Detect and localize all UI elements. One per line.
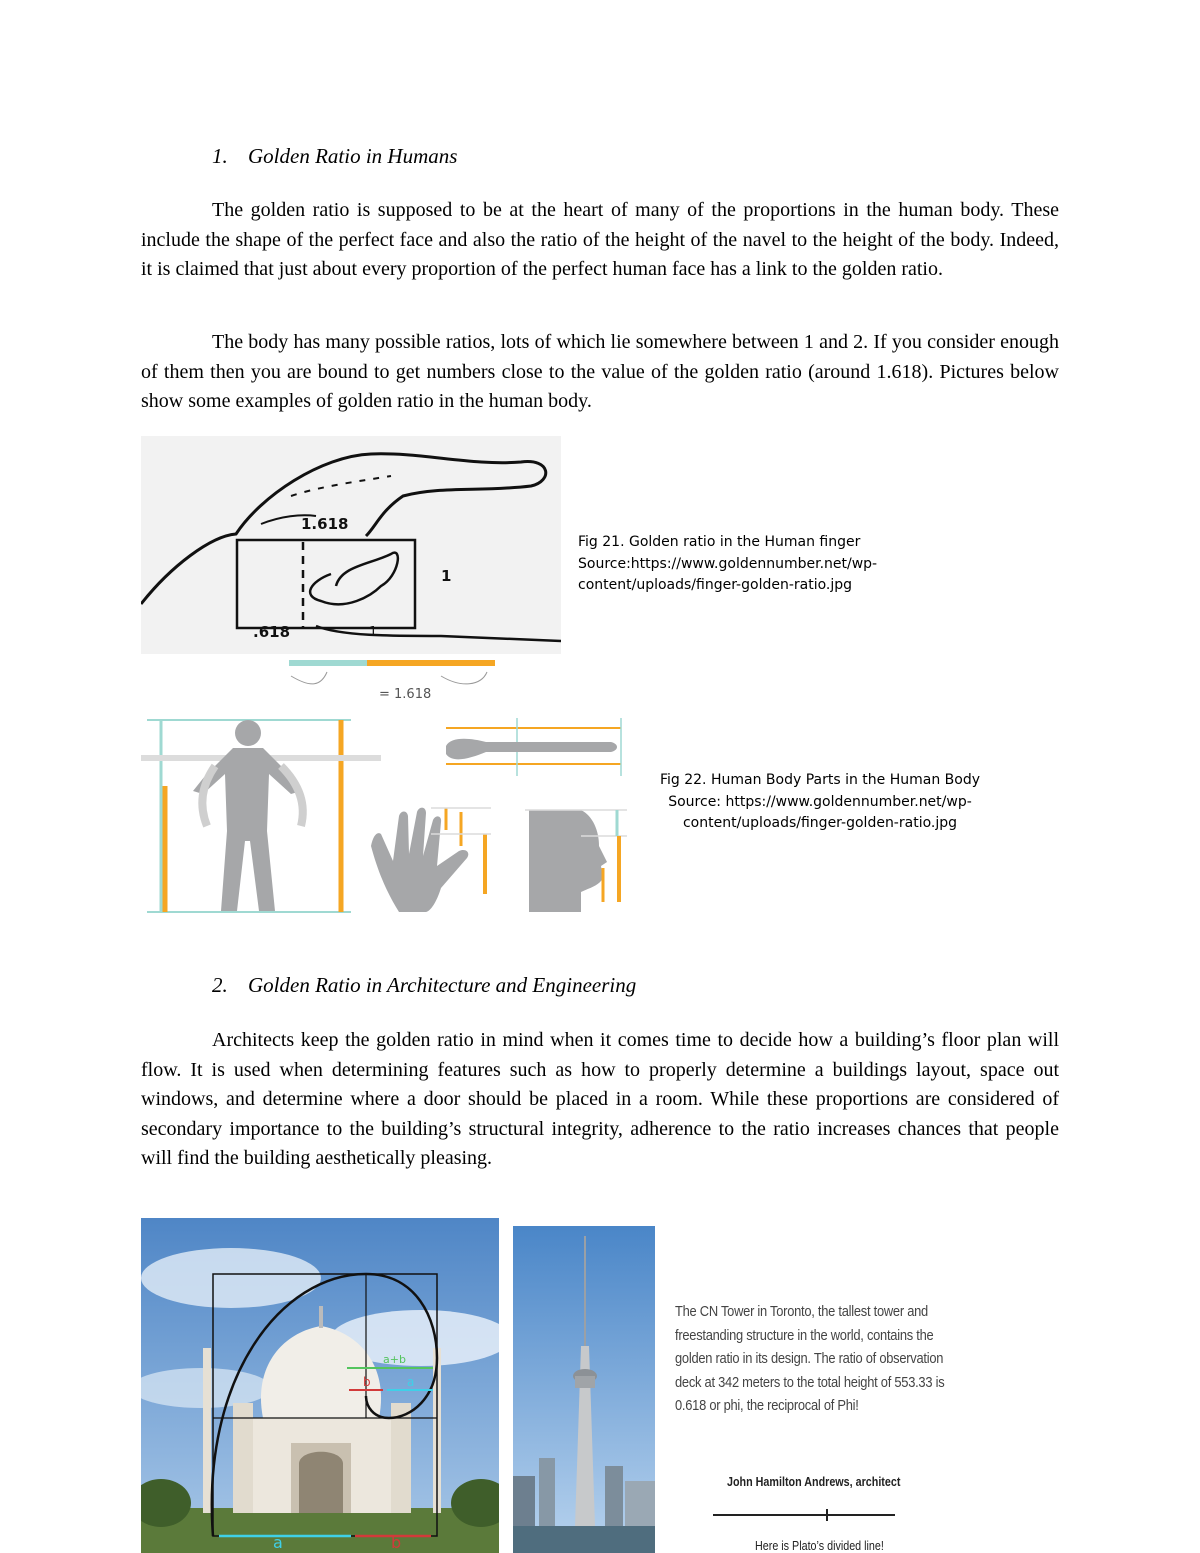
divided-line-tick xyxy=(826,1509,828,1521)
section-2-paragraph: Architects keep the golden ratio in mind when it comes time to decide how a building’s floor plan will flow. It is used when determining features such as how to properly determine a buildings layout, space out windows, and determine where a door should be placed in a room. While these proportions are considered of secondary importance to the building’s structural integrity, adherence to the ratio increases chances that people will find the building aesthetically pleasing. xyxy=(141,1029,1059,1169)
taj-label-b: b xyxy=(363,1375,371,1389)
finger-label-right: 1 xyxy=(441,567,452,585)
finger-golden-ratio-figure xyxy=(141,436,561,706)
human-body-parts-figure xyxy=(141,716,631,916)
taj-label-ab: a+b xyxy=(383,1353,406,1366)
section-1-number: 1. xyxy=(212,144,228,168)
divided-line-caption: Here is Plato’s divided line! xyxy=(755,1539,884,1553)
section-1-paragraph-2: The body has many possible ratios, lots of which lie somewhere between 1 and 2. If you consider enough of them then you are bound to get numbers close to the value of the golden ratio (around 1.618). Pictures below show some examples of golden ratio in the human body. xyxy=(141,331,1059,412)
section-1-heading xyxy=(212,144,457,169)
cn-tower-image xyxy=(513,1226,655,1553)
finger-label-top: 1.618 xyxy=(301,515,349,533)
cn-tower-description: The CN Tower in Toronto, the tallest tower and freestanding structure in the world, contains the golden ratio in its design. The ratio of observation deck at 342 meters to the total height of 553.33 is 0.618 or phi, the reciprocal of Phi! xyxy=(675,1303,945,1414)
section-1-paragraph-1: The golden ratio is supposed to be at the heart of many of the proportions in the human body. These include the shape of the perfect face and also the ratio of the height of the navel to the height of the body. Indeed, it is claimed that just about every proportion of the perfect human face has a link to the golden ratio. xyxy=(141,199,1059,280)
finger-label-bottom-left: .618 xyxy=(253,623,291,641)
fig-22-caption: Fig 22. Human Body Parts in the Human Body Source: https://www.goldennumber.net/wp- content/uploads/finger-golden-ratio.jpg xyxy=(659,772,980,831)
platos-divided-line xyxy=(713,1514,895,1516)
section-2-number: 2. xyxy=(212,973,228,997)
taj-label-bottom-b: b xyxy=(391,1533,402,1552)
finger-label-bottom-right: 1 xyxy=(369,625,378,640)
fig-21-caption: Fig 21. Golden ratio in the Human finger Source:https://www.goldennumber.net/wp- content/uploads/finger-golden-ratio.jpg xyxy=(578,534,878,593)
cn-tower-author: John Hamilton Andrews, architect xyxy=(727,1475,901,1489)
section-1-title: Golden Ratio in Humans xyxy=(248,144,458,168)
section-2-heading xyxy=(212,973,636,998)
taj-mahal-golden-ratio-image xyxy=(141,1218,499,1553)
section-2-title: Golden Ratio in Architecture and Engineering xyxy=(248,973,637,997)
taj-label-bottom-a: a xyxy=(273,1533,283,1552)
finger-formula: = 1.618 xyxy=(379,687,432,702)
taj-label-a: a xyxy=(407,1375,415,1389)
